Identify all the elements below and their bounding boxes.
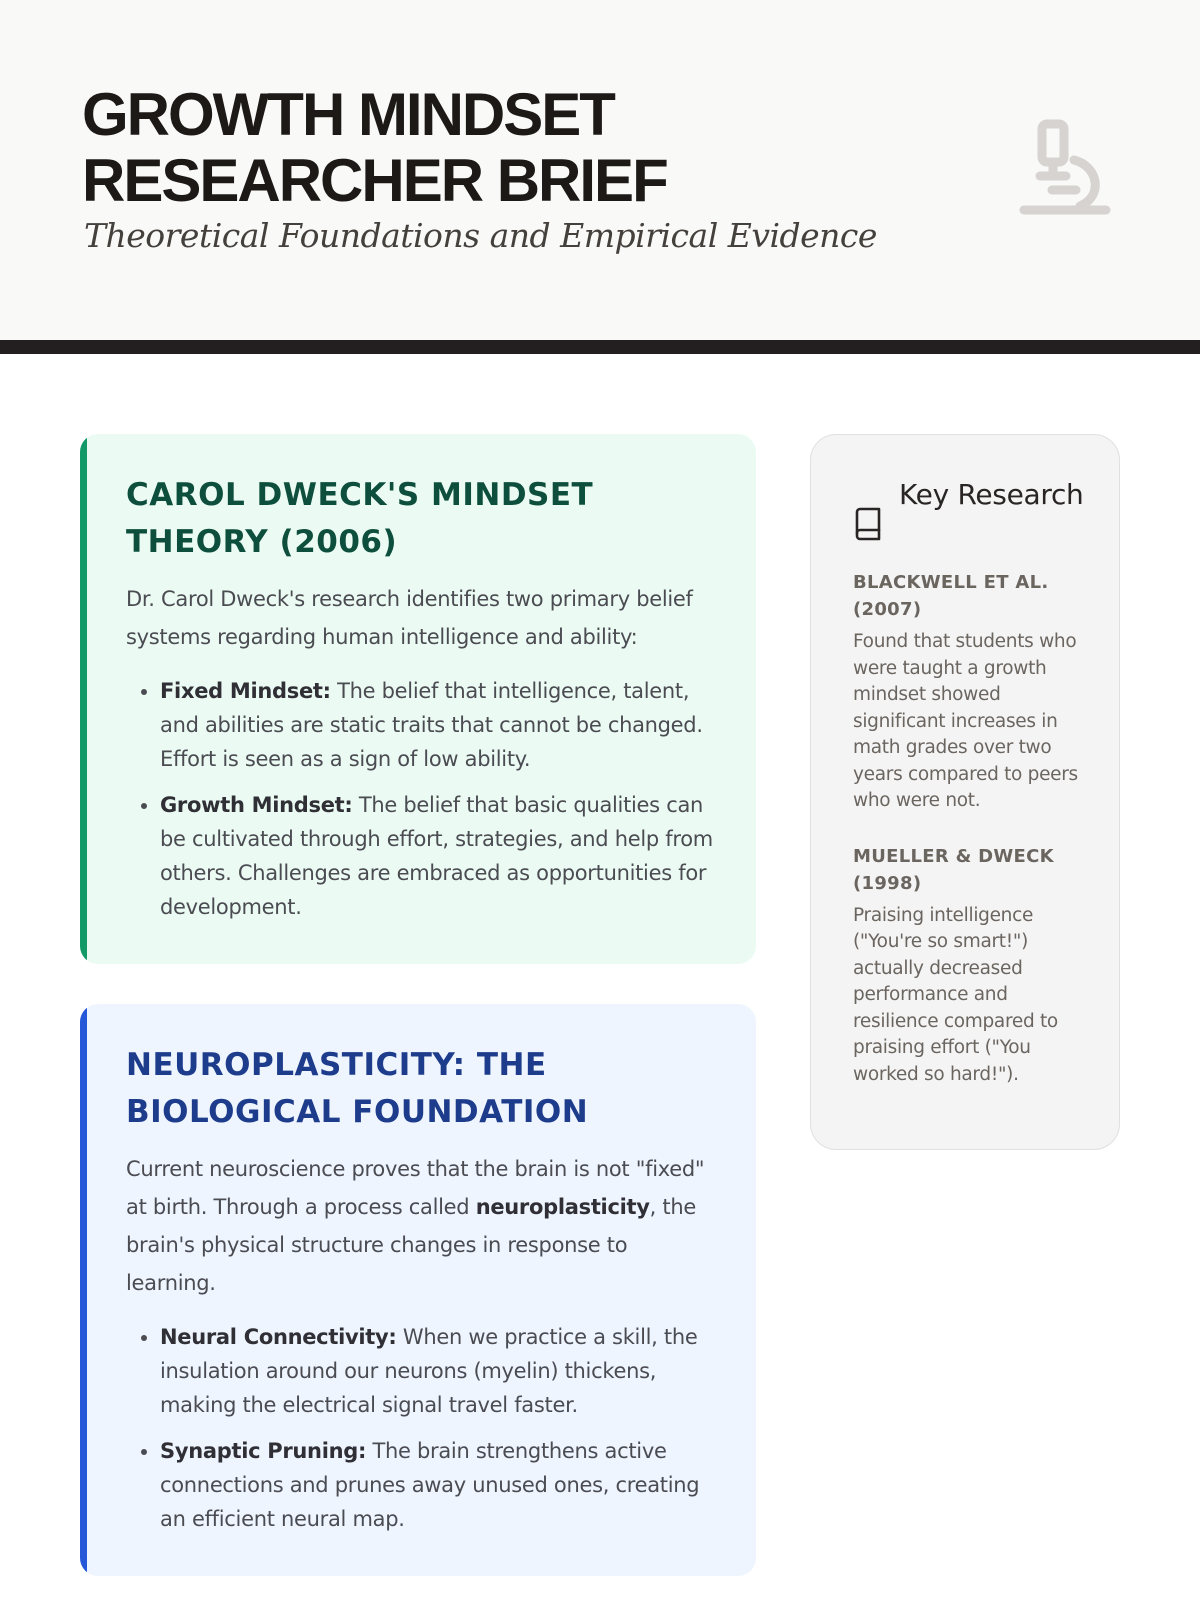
list-item-term: Synaptic Pruning: (160, 1439, 367, 1463)
list-item-text: When we practice a skill, the insulation around our neurons (myelin) thickens, making the electrical signal travel faster. (160, 1325, 698, 1417)
page-header (0, 0, 1200, 354)
research-entry (853, 843, 1085, 1089)
neuro-intro (126, 1150, 716, 1302)
list-item (160, 1434, 716, 1536)
page-title-line-1: GROWTH MINDSET (82, 81, 614, 148)
sidebar-title: Key Research (899, 478, 1084, 511)
dweck-theory-card (80, 434, 756, 964)
sidebar-header (853, 471, 1085, 541)
list-item-text: The belief that intelligence, talent, and abilities are static traits that cannot be changed. Effort is seen as a sign of low ability. (160, 679, 703, 771)
key-research-sidebar (810, 434, 1120, 1150)
neuro-title-line-2: BIOLOGICAL FOUNDATION (126, 1094, 589, 1130)
list-item (160, 1320, 716, 1422)
research-entry-citation: BLACKWELL ET AL. (2007) (853, 572, 1049, 620)
neuro-card-title (126, 1042, 716, 1136)
neuro-intro-start: Current neuroscience proves that the brain is not "fixed" at birth. Through a process called (126, 1157, 705, 1219)
neuro-title-line-1: NEUROPLASTICITY: THE (126, 1047, 547, 1083)
list-item-text: The brain strengthens active connections and prunes away unused ones, creating an efficient neural map. (160, 1439, 700, 1531)
dweck-card-title (126, 472, 716, 566)
research-entry-summary: Found that students who were taught a growth mindset showed significant increases in math grades over two years compared to peers who were not. (853, 631, 1078, 811)
dweck-title-line-1: CAROL DWECK'S MINDSET (126, 477, 594, 513)
neuroplasticity-card (80, 1004, 756, 1576)
research-entry-citation: MUELLER & DWECK (1998) (853, 845, 1054, 894)
microscope-icon (1018, 118, 1114, 222)
list-item-term: Growth Mindset: (160, 793, 353, 817)
neuro-intro-end: , the brain's physical structure changes in response to learning. (126, 1195, 696, 1295)
dweck-intro: Dr. Carol Dweck's research identifies two primary belief systems regarding human intelligence and ability: (126, 587, 693, 649)
dweck-title-line-2: THEORY (2006) (126, 524, 398, 560)
list-item-text: The belief that basic qualities can be cultivated through effort, strategies, and help from others. Challenges are embraced as opportunities for development. (160, 793, 713, 919)
list-item-term: Fixed Mindset: (160, 679, 331, 703)
dweck-mindset-list (126, 674, 716, 924)
neuro-mechanism-list (126, 1320, 716, 1536)
page-title (82, 82, 882, 214)
neuro-intro-keyword: neuroplasticity (475, 1195, 650, 1219)
list-item (160, 674, 716, 776)
research-entry (853, 569, 1085, 815)
book-icon (853, 507, 883, 541)
research-entry-summary: Praising intelligence ("You're so smart!") actually decreased performance and resilience compared to praising effort ("You worked so hard!"). (853, 904, 1058, 1085)
page-subtitle: Theoretical Foundations and Empirical Evidence (84, 216, 877, 255)
list-item (160, 788, 716, 924)
page-title-line-2: RESEARCHER BRIEF (82, 147, 667, 214)
list-item-term: Neural Connectivity: (160, 1325, 397, 1349)
